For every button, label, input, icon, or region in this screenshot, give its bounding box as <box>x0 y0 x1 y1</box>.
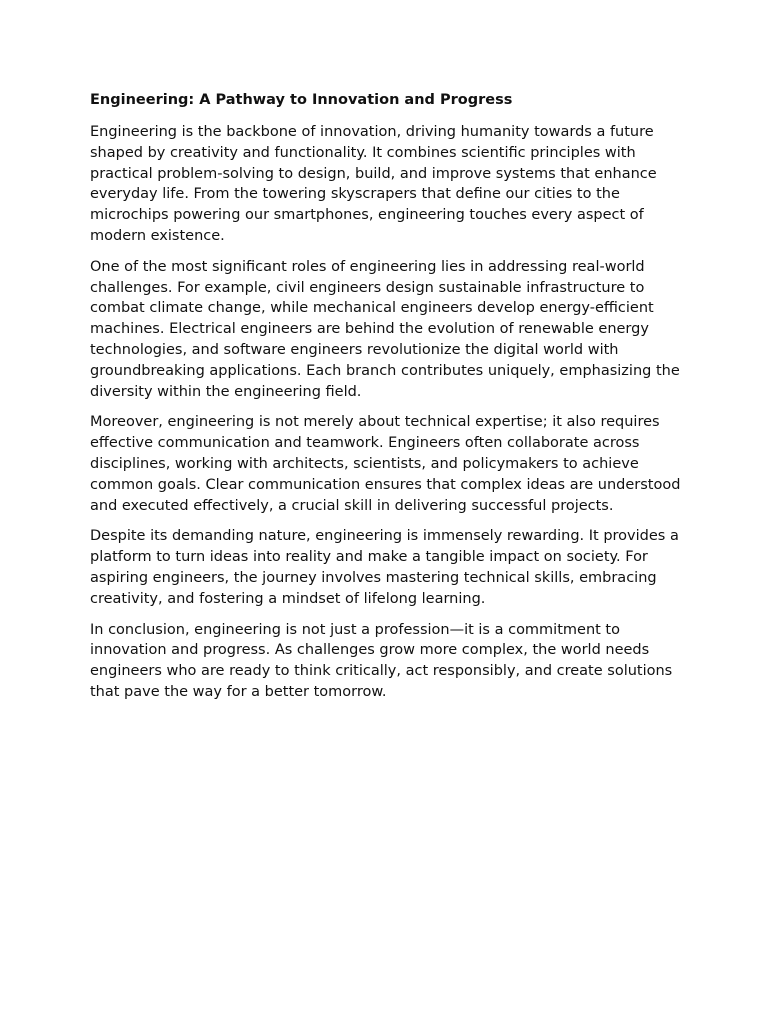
paragraph-real-world-challenges: One of the most significant roles of engineering lies in addressing real-world challenges. For example, civil engineers design sustainable infrastructure to combat climate change, while mechanical engineers develop energy-efficient machines. Electrical engineers are behind the evolution of renewable energy technologies, and software engineers revolutionize the digital world with groundbreaking applications. Each branch contributes uniquely, emphasizing the diversity within the engineering field. <box>90 258 680 400</box>
paragraph-conclusion: In conclusion, engineering is not just a profession—it is a commitment to innovation and progress. As challenges grow more complex, the world needs engineers who are ready to think critically, act responsibly, and create solutions that pave the way for a better tomorrow. <box>90 621 673 700</box>
paragraph-rewarding: Despite its demanding nature, engineering is immensely rewarding. It provides a platform to turn ideas into reality and make a tangible impact on society. For aspiring engineers, the journey involves mastering technical skills, embracing creativity, and fostering a mindset of lifelong learning. <box>90 528 679 607</box>
document-page <box>90 90 682 713</box>
paragraph-intro: Engineering is the backbone of innovation, driving humanity towards a future shaped by creativity and functionality. It combines scientific principles with practical problem-solving to design, build, and improve systems that enhance everyday life. From the towering skyscrapers that define our cities to the microchips powering our smartphones, engineering touches every aspect of modern existence. <box>90 124 657 244</box>
paragraph-communication-teamwork: Moreover, engineering is not merely about technical expertise; it also requires effective communication and teamwork. Engineers often collaborate across disciplines, working with architects, scientists, and policymakers to achieve common goals. Clear communication ensures that complex ideas are understood and executed effectively, a crucial skill in delivering successful projects. <box>90 414 681 514</box>
document-title: Engineering: A Pathway to Innovation and Progress <box>90 92 513 108</box>
